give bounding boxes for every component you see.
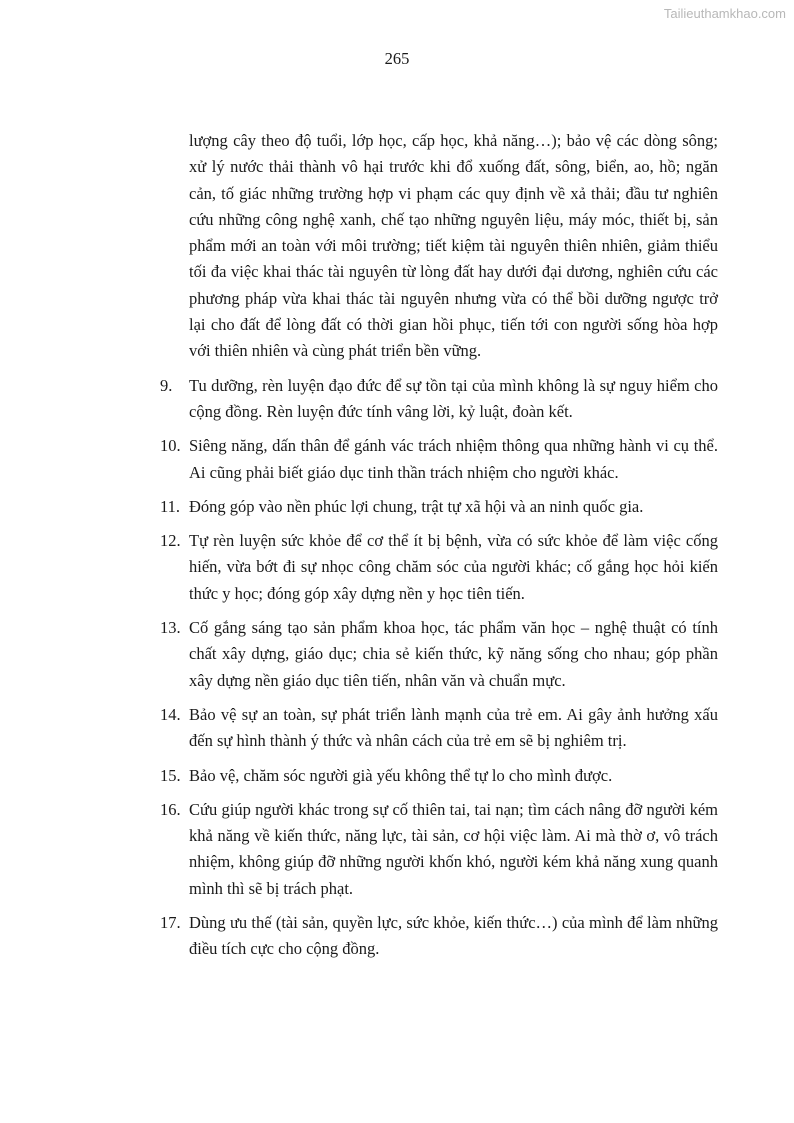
list-item [160, 528, 718, 607]
list-item [160, 910, 718, 963]
watermark: Tailieuthamkhao.com [663, 6, 786, 21]
numbered-list [160, 373, 718, 963]
item-number: 17. [160, 913, 181, 933]
item-number: 14. [160, 704, 181, 724]
item-text: Cứu giúp người khác trong sự cố thiên tai, tai nạn; tìm cách nâng đỡ người kém khả năng về kiến thức, năng lực, tài sản, cơ hội việc làm. Ai mà thờ ơ, vô trách nhiệm, không giúp đỡ những người khốn khó, người kém khả năng xung quanh mình thì sẽ bị trách phạt. [189, 799, 718, 898]
item-number: 12. [160, 531, 181, 551]
list-item [160, 702, 718, 755]
item-text: Cố gắng sáng tạo sản phẩm khoa học, tác phẩm văn học – nghệ thuật có tính chất xây dựng, giáo dục; chia sẻ kiến thức, kỹ năng sống cho nhau; góp phần xây dựng nền giáo dục tiên tiến, nhân văn và chuẩn mực. [189, 618, 718, 690]
item-number: 13. [160, 618, 181, 638]
list-item [160, 494, 718, 520]
list-item [160, 615, 718, 694]
item-number: 10. [160, 436, 181, 456]
item-text: Bảo vệ sự an toàn, sự phát triển lành mạnh của trẻ em. Ai gây ảnh hưởng xấu đến sự hình thành ý thức và nhân cách của trẻ em sẽ bị nghiêm trị. [189, 704, 718, 751]
item-text: Bảo vệ, chăm sóc người già yếu không thể tự lo cho mình được. [189, 765, 613, 785]
item-text: Tu dưỡng, rèn luyện đạo đức để sự tồn tại của mình không là sự nguy hiểm cho cộng đồng. Rèn luyện đức tính vâng lời, kỷ luật, đoàn kết. [189, 375, 718, 421]
continuation-paragraph: lượng cây theo độ tuổi, lớp học, cấp học, khả năng…); bảo vệ các dòng sông; xử lý nước thải thành vô hại trước khi đổ xuống đất, sông, biển, ao, hồ; ngăn cản, tố giác những trường hợp vi phạm các quy định về xả thải; đầu tư nghiên cứu những công nghệ xanh, chế tạo những nguyên liệu, máy móc, thiết bị, sản phẩm mới an toàn với môi trường; tiết kiệm tài nguyên thiên nhiên, giảm thiểu tối đa việc khai thác tài nguyên từ lòng đất hay dưới đại dương, nghiên cứu các phương pháp vừa khai thác tài nguyên nhưng vừa có thể bồi dưỡng ngược trở lại cho đất để lòng đất có thời gian hồi phục, tiến tới con người sống hòa hợp với thiên nhiên và cùng phát triển bền vững. [189, 131, 718, 361]
item-number: 11. [160, 496, 181, 516]
item-number: 9. [160, 375, 173, 395]
page-number: 265 [384, 49, 410, 68]
list-item [160, 433, 718, 486]
document-body [160, 128, 718, 971]
item-number: 16. [160, 799, 181, 819]
list-item [160, 797, 718, 902]
item-text: Đóng góp vào nền phúc lợi chung, trật tự xã hội và an ninh quốc gia. [189, 496, 644, 516]
item-text: Siêng năng, dấn thân để gánh vác trách nhiệm thông qua những hành vi cụ thể. Ai cũng phải biết giáo dục tinh thần trách nhiệm cho người khác. [189, 436, 718, 482]
item-text: Tự rèn luyện sức khỏe để cơ thể ít bị bệnh, vừa có sức khỏe để làm việc cống hiến, vừa bớt đi sự nhọc công chăm sóc của người khác; cố gắng học hỏi kiến thức y học; đóng góp xây dựng nền y học tiên tiến. [189, 531, 718, 603]
item-number: 15. [160, 765, 181, 785]
list-item [160, 373, 718, 426]
list-item [160, 763, 718, 789]
item-text: Dùng ưu thế (tài sản, quyền lực, sức khỏe, kiến thức…) của mình để làm những điều tích cực cho cộng đồng. [189, 913, 718, 959]
